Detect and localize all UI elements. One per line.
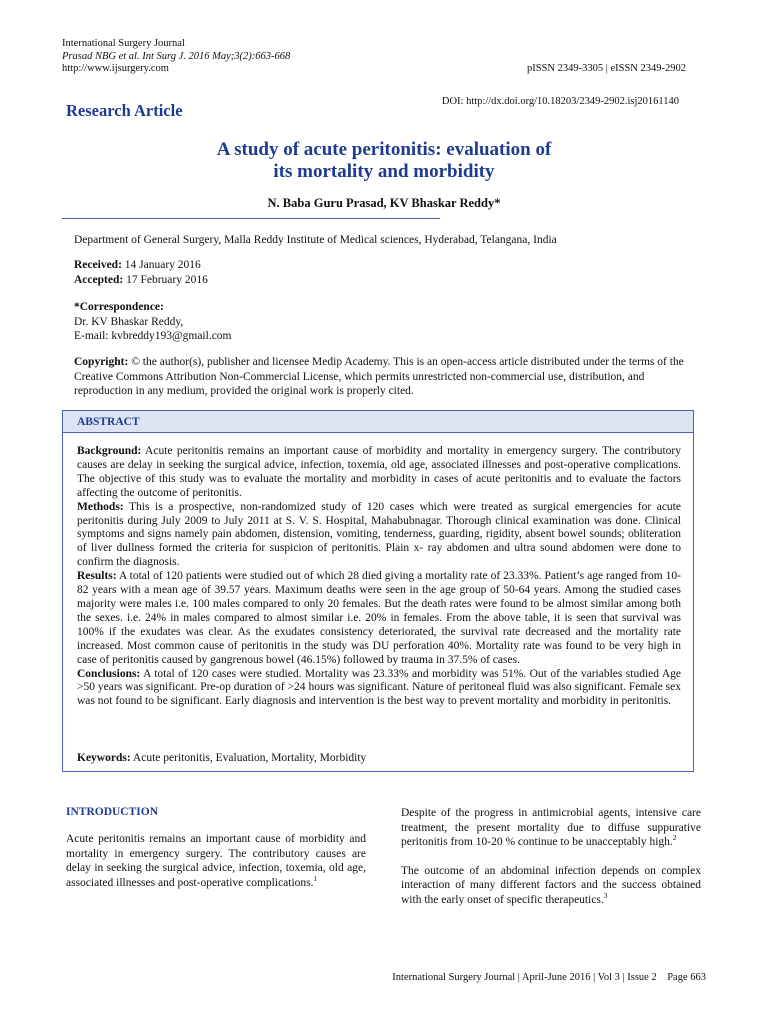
conclusions-text: A total of 120 cases were studied. Mortality was 23.33% and morbidity was 51%. Out of the variables studied Age >50 years was significant. Pre-op duration of >24 hours was significant. Nature of peritoneal fluid was also significant. Female sex was not found to be significant. Early diagnosis and intervention is the best way to prevent mortality and morbidity in peritonitis. bbox=[77, 667, 681, 708]
journal-name: International Surgery Journal bbox=[62, 38, 185, 49]
accepted-date: 17 February 2016 bbox=[126, 273, 208, 286]
correspondence-label: *Correspondence: bbox=[74, 301, 164, 313]
introduction-heading: INTRODUCTION bbox=[66, 806, 159, 818]
abstract-box bbox=[62, 410, 694, 772]
intro-para3-text: The outcome of an abdominal infection depends on complex interaction of many different factors and the success obtained with the early onset of specific therapeutics. bbox=[401, 864, 701, 906]
abstract-methods bbox=[77, 501, 681, 571]
footer-text: International Surgery Journal | April-June 2016 | Vol 3 | Issue 2 bbox=[392, 972, 657, 983]
results-label: Results: bbox=[77, 570, 117, 583]
left-column bbox=[66, 832, 366, 890]
copyright-text: © the author(s), publisher and licensee Medip Academy. This is an open-access article distributed under the terms of the Creative Commons Attribution Non-Commercial License, which permits unrestricted non-commercial use, distribution, and reproduction in any medium, provided the original work is properly cited. bbox=[74, 356, 684, 397]
keywords bbox=[77, 752, 366, 764]
conclusions-label: Conclusions: bbox=[77, 667, 141, 680]
abstract-conclusions bbox=[77, 668, 681, 710]
methods-text: This is a prospective, non-randomized study of 120 cases which were treated as surgical emergencies for acute peritonitis during July 2009 to July 2011 at S. V. S. Hospital, Mahabubnagar. Thorough clinical examination was done. Clinical symptoms and signs namely pain abdomen, distension, vomiting, tenderness, guarding, rigidity, absent bowel sounds; obliteration of liver dullness formed the criteria for suspicion of peritonitis. Plain x- ray abdomen and ultra sound abdomen were done to confirm the diagnosis. bbox=[77, 500, 681, 569]
doi-link[interactable]: DOI: http://dx.doi.org/10.18203/2349-2902.isj20161140 bbox=[441, 96, 679, 107]
abstract-results bbox=[77, 570, 681, 667]
issn: pISSN 2349-3305 | eISSN 2349-2902 bbox=[526, 63, 686, 74]
intro-paragraph-3 bbox=[401, 864, 701, 908]
intro-paragraph-2 bbox=[401, 806, 701, 850]
received-label: Received: bbox=[74, 259, 122, 271]
intro-para2-text: Despite of the progress in antimicrobial agents, intensive care treatment, the present mortality due to diffuse suppurative peritonitis from 10-20 % continue to be unacceptably high. bbox=[401, 807, 701, 848]
intro-paragraph-1 bbox=[66, 832, 366, 890]
abstract-body bbox=[77, 445, 681, 709]
article-title bbox=[0, 139, 768, 183]
copyright-label: Copyright: bbox=[74, 356, 129, 368]
keywords-text: Acute peritonitis, Evaluation, Mortality, Morbidity bbox=[132, 752, 367, 764]
citation: Prasad NBG et al. Int Surg J. 2016 May;3(2):663-668 bbox=[62, 50, 291, 62]
abstract-heading: ABSTRACT bbox=[63, 411, 693, 433]
keywords-label: Keywords: bbox=[77, 752, 131, 764]
authors: N. Baba Guru Prasad, KV Bhaskar Reddy* bbox=[267, 196, 501, 210]
ref-3[interactable]: 3 bbox=[603, 890, 608, 900]
title-line-1: A study of acute peritonitis: evaluation of bbox=[216, 139, 552, 160]
accepted-label: Accepted: bbox=[74, 273, 124, 286]
correspondence-name: Dr. KV Bhaskar Reddy, bbox=[74, 315, 184, 328]
title-line-2: its mortality and morbidity bbox=[273, 161, 495, 182]
page-number: Page 663 bbox=[667, 972, 706, 983]
correspondence-email[interactable]: E-mail: kvbreddy193@gmail.com bbox=[74, 330, 232, 342]
results-text: A total of 120 patients were studied out of which 28 died giving a mortality rate of 23.33%. Patient’s age ranged from 10-82 years with a mean age of 39.57 years. Maximum deaths were seen in the age group of 50-64 years. Among the studied cases majority were males i.e. 100 males compared to only 20 females. But the death rates were found to be almost similar among both the sexes. i.e. 24% in males compared to almost similar i.e. 20% in females. From the above table, it is seen that survival was 100% if the exudates was clear. As the exudates consistency deteriorated, the survival rate decreased and the mortality rate increased. Most common cause of peritonitis in the study was DU perforation 40%. Mortality rate was found to be very high in case of peritonitis caused by gangrenous bowel (46.15%) followed by trauma in 37.5% of cases. bbox=[77, 570, 681, 666]
copyright bbox=[74, 355, 694, 399]
received-date: 14 January 2016 bbox=[124, 259, 201, 271]
correspondence bbox=[74, 300, 232, 344]
dates bbox=[74, 258, 208, 287]
background-label: Background: bbox=[77, 445, 142, 457]
page-footer bbox=[392, 972, 706, 983]
ref-1[interactable]: 1 bbox=[313, 873, 318, 883]
background-text: Acute peritonitis remains an important cause of morbidity and mortality in emergency surgery. The contributory causes are delay in seeking the surgical advice, infection, toxemia, old age, associated illnesses and post-operative complications. The objective of this study was to evaluate the mortality and morbidity in cases of acute peritonitis and to evaluate the factors affecting the outcome of peritonitis. bbox=[77, 445, 681, 499]
methods-label: Methods: bbox=[77, 500, 124, 513]
abstract-background bbox=[77, 445, 681, 501]
ref-2[interactable]: 2 bbox=[672, 833, 677, 843]
title-divider bbox=[62, 218, 440, 219]
article-type: Research Article bbox=[66, 101, 183, 120]
right-column bbox=[401, 806, 701, 907]
running-header bbox=[62, 38, 290, 76]
intro-para1-text: Acute peritonitis remains an important cause of morbidity and mortality in emergency surgery. The contributory causes are delay in seeking the surgical advice, infection, toxemia, old age, associated illnesses and post-operative complications. bbox=[66, 833, 366, 889]
journal-url[interactable]: http://www.ijsurgery.com bbox=[62, 63, 169, 74]
affiliation: Department of General Surgery, Malla Reddy Institute of Medical sciences, Hyderabad, Telangana, India bbox=[74, 234, 557, 246]
